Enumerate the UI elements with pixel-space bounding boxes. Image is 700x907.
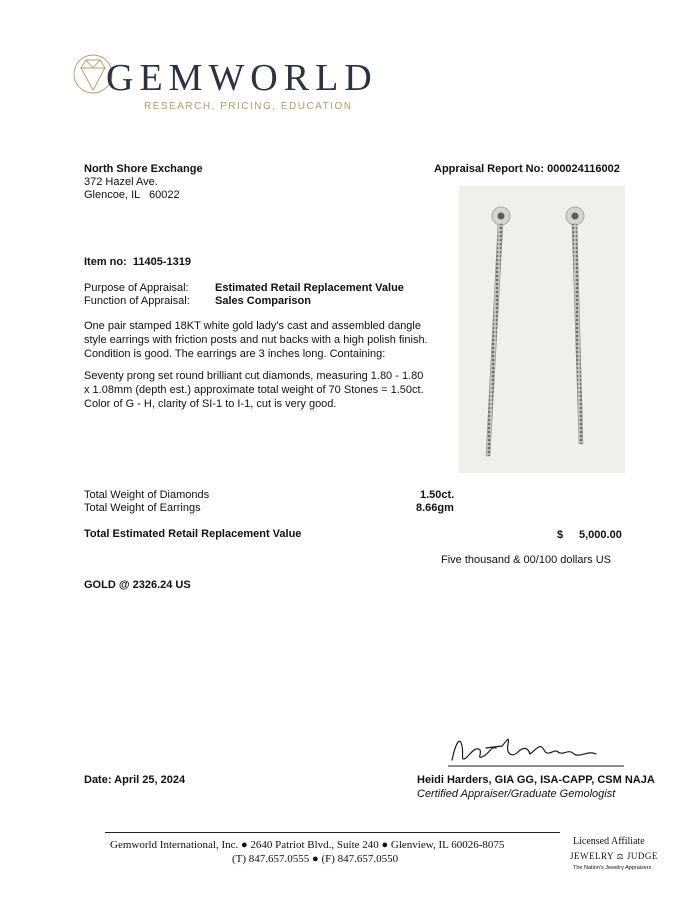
function-value: Sales Comparison	[215, 295, 311, 307]
item-number	[84, 255, 191, 269]
stone-description: Seventy prong set round brilliant cut diamonds, measuring 1.80 - 1.80 x 1.08mm (depth est.) approximate total weight of 70 Stones = 1.50ct. Color of G - H, clarity of SI-1 to I-1, cut is very good.	[84, 370, 424, 410]
function-label: Function of Appraisal:	[84, 295, 190, 307]
affiliate-badge	[565, 836, 665, 876]
total-currency: $	[557, 529, 564, 541]
gold-price: GOLD @ 2326.24 US	[84, 579, 191, 591]
total-amount: 5,000.00	[579, 529, 622, 541]
logo-tagline: RESEARCH, PRICING, EDUCATION	[144, 101, 353, 112]
earrings-illustration	[459, 186, 625, 473]
item-label: Item no:	[84, 256, 127, 268]
seller-name: North Shore Exchange	[84, 163, 203, 175]
report-value: 000024116002	[547, 163, 620, 175]
affiliate-brand	[570, 851, 658, 861]
signature	[446, 728, 626, 770]
earring-weight-value: 8.66gm	[416, 502, 454, 514]
signer-name: Heidi Harders, GIA GG, ISA-CAPP, CSM NAJA	[417, 774, 655, 786]
item-description: One pair stamped 18KT white gold lady's cast and assembled dangle style earrings with friction posts and nut backs with a high polish finish. Condition is good. The earrings are 3 inches long. Containing:	[84, 320, 428, 360]
total-value-label: Total Estimated Retail Replacement Value	[84, 528, 302, 540]
affiliate-label: Licensed Affiliate	[573, 836, 645, 847]
report-label: Appraisal Report No:	[434, 163, 545, 175]
purpose-value: Estimated Retail Replacement Value	[215, 282, 404, 294]
gemworld-logo	[72, 40, 378, 115]
purpose-label: Purpose of Appraisal:	[84, 282, 189, 294]
footer-divider	[105, 832, 560, 833]
logo-wordmark: GEMWORLD	[106, 57, 378, 99]
seller-address-line1: 372 Hazel Ave.	[84, 176, 158, 188]
scales-icon: ⚖	[616, 852, 625, 861]
affiliate-brand-left: JEWELRY	[570, 851, 614, 861]
footer-phone: (T) 847.657.0555 ● (F) 847.657.0550	[232, 853, 399, 865]
total-in-words: Five thousand & 00/100 dollars US	[441, 554, 611, 566]
affiliate-tagline: The Nation's Jewelry Appraisers	[573, 865, 652, 871]
seller-address-line2: Glencoe, IL 60022	[84, 189, 180, 201]
affiliate-brand-right: JUDGE	[626, 851, 658, 861]
earring-weight-label: Total Weight of Earrings	[84, 502, 201, 514]
report-number	[434, 162, 620, 176]
item-value: 11405-1319	[132, 256, 192, 268]
earrings-photo	[459, 186, 625, 473]
footer-address: Gemworld International, Inc. ● 2640 Patriot Blvd., Suite 240 ● Glenview, IL 60026-8075	[110, 839, 505, 851]
signer-title: Certified Appraiser/Graduate Gemologist	[417, 788, 616, 800]
appraisal-date: Date: April 25, 2024	[84, 774, 186, 786]
diamond-weight-value: 1.50ct.	[420, 489, 455, 501]
diamond-weight-label: Total Weight of Diamonds	[84, 489, 210, 501]
